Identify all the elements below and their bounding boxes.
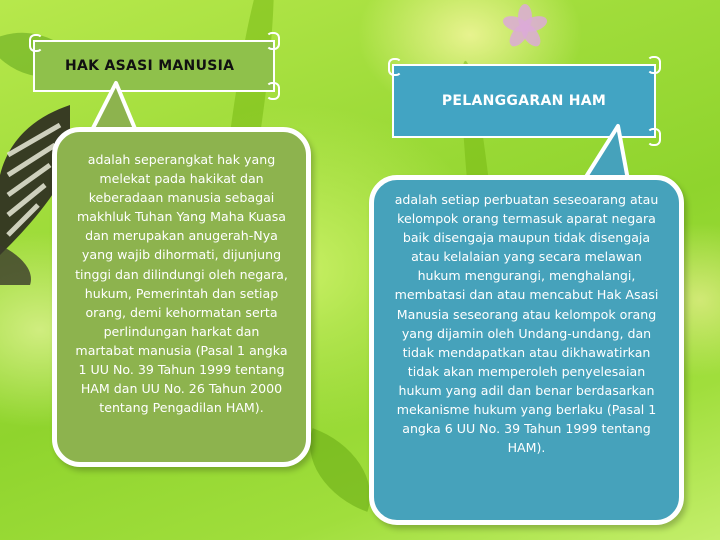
hak-asasi-manusia-title: HAK ASASI MANUSIA (65, 58, 235, 74)
scroll-curl-icon (388, 58, 402, 76)
hak-asasi-manusia-definition-box (52, 127, 311, 467)
scroll-curl-icon (266, 82, 280, 100)
background-flower (500, 4, 550, 50)
pelanggaran-ham-title: PELANGGARAN HAM (441, 93, 607, 109)
scroll-curl-icon (647, 128, 661, 146)
scroll-curl-icon (647, 56, 661, 74)
scroll-curl-icon (266, 32, 280, 50)
hak-asasi-manusia-title-banner (33, 40, 275, 92)
scroll-curl-icon (29, 34, 43, 52)
hak-asasi-manusia-definition-text: adalah seperangkat hak yang melekat pada hakikat dan keberadaan manusia sebagai makhluk Tuhan Yang Maha Kuasa dan merupakan anugerah-Nya yang wajib dihormati, dijunjung tinggi dan dilindungi oleh negara, hukum, Pemerintah dan setiap orang, demi kehormatan serta perlindungan harkat dan martabat manusia (Pasal 1 angka 1 UU No. 39 Tahun 1999 tentang HAM dan UU No. 26 Tahun 2000 tentang Pengadilan HAM). (75, 152, 288, 416)
pelanggaran-ham-definition-box (369, 175, 684, 525)
pelanggaran-ham-definition-text: adalah setiap perbuatan seseoarang atau kelompok orang termasuk aparat negara baik disengaja maupun tidak disengaja atau kelalaian yang secara melawan hukum mengurangi, menghalangi, membatasi dan atau mencabut Hak Asasi Manusia seseorang atau kelompok orang yang dijamin oleh Undang-undang, dan tidak mendapatkan atau dikhawatirkan tidak akan memperoleh penyelesaian hukum yang adil dan benar berdasarkan mekanisme hukum yang berlaku (Pasal 1 angka 6 UU No. 39 Tahun 1999 tentang HAM). (394, 192, 659, 456)
